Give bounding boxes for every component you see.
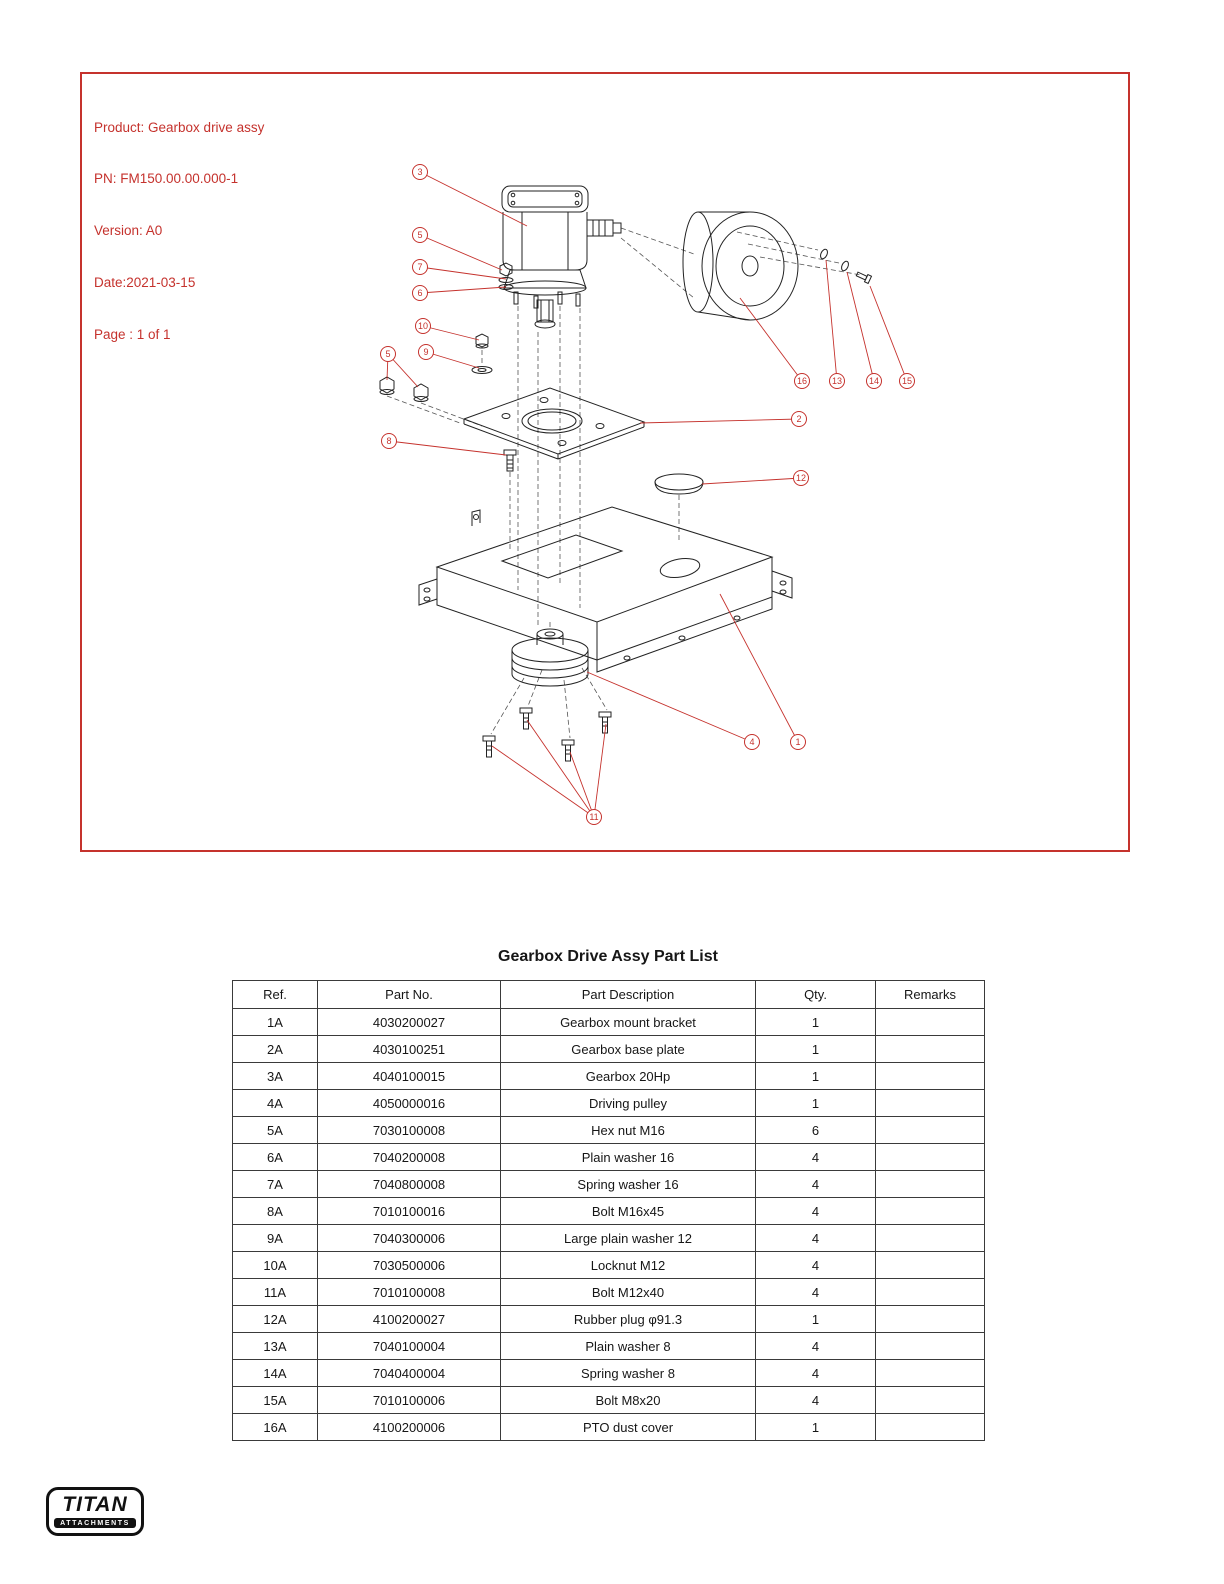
table-row: [233, 1387, 985, 1414]
table-cell: 4: [756, 1387, 876, 1414]
table-cell: [876, 1090, 985, 1117]
table-cell: Bolt M12x40: [501, 1279, 756, 1306]
table-cell: 15A: [233, 1387, 318, 1414]
table-row: [233, 1063, 985, 1090]
table-row: [233, 1198, 985, 1225]
parts-table-body: [233, 1009, 985, 1441]
callout-label: 15: [901, 376, 912, 386]
table-cell: 4A: [233, 1090, 318, 1117]
table-cell: 7A: [233, 1171, 318, 1198]
callout-label: 3: [417, 167, 423, 177]
callout-label: 14: [868, 376, 879, 386]
version-line: Version: A0: [94, 223, 163, 239]
callout-balloon: [791, 411, 807, 427]
callout-balloon: [418, 344, 434, 360]
logo-wordmark: TITAN: [62, 1493, 128, 1516]
table-cell: 1: [756, 1414, 876, 1441]
table-cell: [876, 1306, 985, 1333]
table-cell: 1: [756, 1036, 876, 1063]
callout-balloon: [415, 318, 431, 334]
callout-balloon: [899, 373, 915, 389]
table-cell: Spring washer 8: [501, 1360, 756, 1387]
column-header-part-no: Part No.: [318, 981, 501, 1009]
table-cell: 9A: [233, 1225, 318, 1252]
table-cell: [876, 1198, 985, 1225]
table-cell: [876, 1387, 985, 1414]
table-cell: 7040100004: [318, 1333, 501, 1360]
table-cell: Large plain washer 12: [501, 1225, 756, 1252]
table-cell: Plain washer 8: [501, 1333, 756, 1360]
table-cell: 12A: [233, 1306, 318, 1333]
table-cell: Spring washer 16: [501, 1171, 756, 1198]
table-cell: 4: [756, 1252, 876, 1279]
table-row: [233, 1036, 985, 1063]
table-cell: Locknut M12: [501, 1252, 756, 1279]
callout-balloon: [380, 346, 396, 362]
table-cell: 4: [756, 1360, 876, 1387]
table-cell: [876, 1225, 985, 1252]
table-cell: 11A: [233, 1279, 318, 1306]
callout-balloon: [586, 809, 602, 825]
table-cell: 1: [756, 1306, 876, 1333]
column-header-description: Part Description: [501, 981, 756, 1009]
driving-pulley-part: [512, 629, 588, 686]
table-cell: [876, 1009, 985, 1036]
table-cell: Bolt M8x20: [501, 1387, 756, 1414]
callout-label: 7: [417, 262, 423, 272]
table-row: [233, 1225, 985, 1252]
gearbox-part: [502, 186, 621, 328]
table-cell: 4: [756, 1225, 876, 1252]
callout-label: 1: [795, 737, 801, 747]
table-cell: Bolt M16x45: [501, 1198, 756, 1225]
table-cell: 4: [756, 1171, 876, 1198]
callout-balloon: [790, 734, 806, 750]
callout-label: 16: [796, 376, 807, 386]
parts-section: [232, 948, 984, 1441]
callout-balloon: [866, 373, 882, 389]
table-cell: 7010100008: [318, 1279, 501, 1306]
table-cell: 2A: [233, 1036, 318, 1063]
callout-label: 9: [423, 347, 429, 357]
callout-label: 5: [385, 349, 391, 359]
column-header-ref: Ref.: [233, 981, 318, 1009]
column-header-qty: Qty.: [756, 981, 876, 1009]
callout-label: 12: [795, 473, 806, 483]
table-row: [233, 1117, 985, 1144]
table-cell: 7040800008: [318, 1171, 501, 1198]
table-cell: 7040200008: [318, 1144, 501, 1171]
logo-subtext: ATTACHMENTS: [54, 1518, 136, 1528]
table-cell: 4: [756, 1198, 876, 1225]
table-cell: [876, 1063, 985, 1090]
table-cell: 7030100008: [318, 1117, 501, 1144]
date-line: Date:2021-03-15: [94, 274, 196, 290]
table-cell: 4100200006: [318, 1414, 501, 1441]
table-cell: [876, 1252, 985, 1279]
table-cell: 7040300006: [318, 1225, 501, 1252]
table-cell: 1: [756, 1090, 876, 1117]
callout-label: 8: [386, 436, 392, 446]
table-cell: 4030200027: [318, 1009, 501, 1036]
drawing-frame: [80, 72, 1130, 852]
callout-balloon: [412, 227, 428, 243]
column-header-remarks: Remarks: [876, 981, 985, 1009]
table-cell: 6A: [233, 1144, 318, 1171]
table-cell: Gearbox 20Hp: [501, 1063, 756, 1090]
table-cell: [876, 1414, 985, 1441]
table-cell: 4: [756, 1279, 876, 1306]
table-cell: Gearbox base plate: [501, 1036, 756, 1063]
small-fasteners: [819, 248, 871, 283]
table-cell: 4: [756, 1144, 876, 1171]
table-cell: 6: [756, 1117, 876, 1144]
table-row: [233, 1414, 985, 1441]
parts-table-title: Gearbox Drive Assy Part List: [498, 948, 718, 965]
table-row: [233, 1090, 985, 1117]
table-cell: [876, 1360, 985, 1387]
parts-table: [232, 980, 985, 1441]
table-cell: 1: [756, 1009, 876, 1036]
callout-label: 6: [417, 288, 423, 298]
table-cell: 14A: [233, 1360, 318, 1387]
titan-logo: [46, 1487, 144, 1536]
table-row: [233, 1333, 985, 1360]
page-line: Page : 1 of 1: [94, 326, 171, 342]
table-cell: 1: [756, 1063, 876, 1090]
table-cell: [876, 1171, 985, 1198]
table-cell: [876, 1144, 985, 1171]
table-cell: 7010100006: [318, 1387, 501, 1414]
rubber-plug-part: [655, 474, 703, 494]
table-row: [233, 1171, 985, 1198]
table-cell: 4030100251: [318, 1036, 501, 1063]
bolt-8-part: [504, 450, 516, 471]
table-cell: Hex nut M16: [501, 1117, 756, 1144]
title-block: [94, 84, 264, 378]
table-row: [233, 1252, 985, 1279]
callout-balloon: [793, 470, 809, 486]
table-cell: Plain washer 16: [501, 1144, 756, 1171]
callout-label: 10: [417, 321, 428, 331]
table-row: [233, 1009, 985, 1036]
table-cell: [876, 1117, 985, 1144]
hex-nuts-left: [380, 377, 428, 402]
table-header-row: [233, 981, 985, 1009]
callout-balloon: [412, 259, 428, 275]
table-cell: 13A: [233, 1333, 318, 1360]
callout-label: 4: [749, 737, 755, 747]
table-cell: 10A: [233, 1252, 318, 1279]
callout-balloon: [829, 373, 845, 389]
table-row: [233, 1144, 985, 1171]
table-cell: [876, 1036, 985, 1063]
table-cell: 3A: [233, 1063, 318, 1090]
product-line: Product: Gearbox drive assy: [94, 119, 265, 135]
table-cell: 7010100016: [318, 1198, 501, 1225]
table-cell: 4050000016: [318, 1090, 501, 1117]
callout-label: 5: [417, 230, 423, 240]
table-cell: 16A: [233, 1414, 318, 1441]
callout-balloon: [381, 433, 397, 449]
table-cell: 4100200027: [318, 1306, 501, 1333]
callout-label: 13: [831, 376, 842, 386]
base-plate-part: [464, 388, 644, 459]
table-cell: 4: [756, 1333, 876, 1360]
table-cell: 7040400004: [318, 1360, 501, 1387]
callout-label: 11: [589, 812, 599, 822]
table-cell: PTO dust cover: [501, 1414, 756, 1441]
table-cell: Driving pulley: [501, 1090, 756, 1117]
table-cell: Rubber plug φ91.3: [501, 1306, 756, 1333]
table-row: [233, 1360, 985, 1387]
callout-balloon: [412, 164, 428, 180]
table-row: [233, 1279, 985, 1306]
mount-bracket-part: [419, 507, 792, 672]
table-cell: 8A: [233, 1198, 318, 1225]
table-cell: 4040100015: [318, 1063, 501, 1090]
callout-balloon: [744, 734, 760, 750]
table-cell: Gearbox mount bracket: [501, 1009, 756, 1036]
callout-label: 2: [796, 414, 802, 424]
callout-balloon: [794, 373, 810, 389]
leader-lines: [387, 172, 907, 817]
table-row: [233, 1306, 985, 1333]
table-cell: 7030500006: [318, 1252, 501, 1279]
pn-line: PN: FM150.00.00.000-1: [94, 171, 239, 187]
pto-dust-cover-part: [683, 212, 798, 320]
table-cell: [876, 1333, 985, 1360]
callout-balloon: [412, 285, 428, 301]
projection-lines: [387, 228, 861, 738]
table-cell: [876, 1279, 985, 1306]
table-cell: 5A: [233, 1117, 318, 1144]
table-cell: 1A: [233, 1009, 318, 1036]
